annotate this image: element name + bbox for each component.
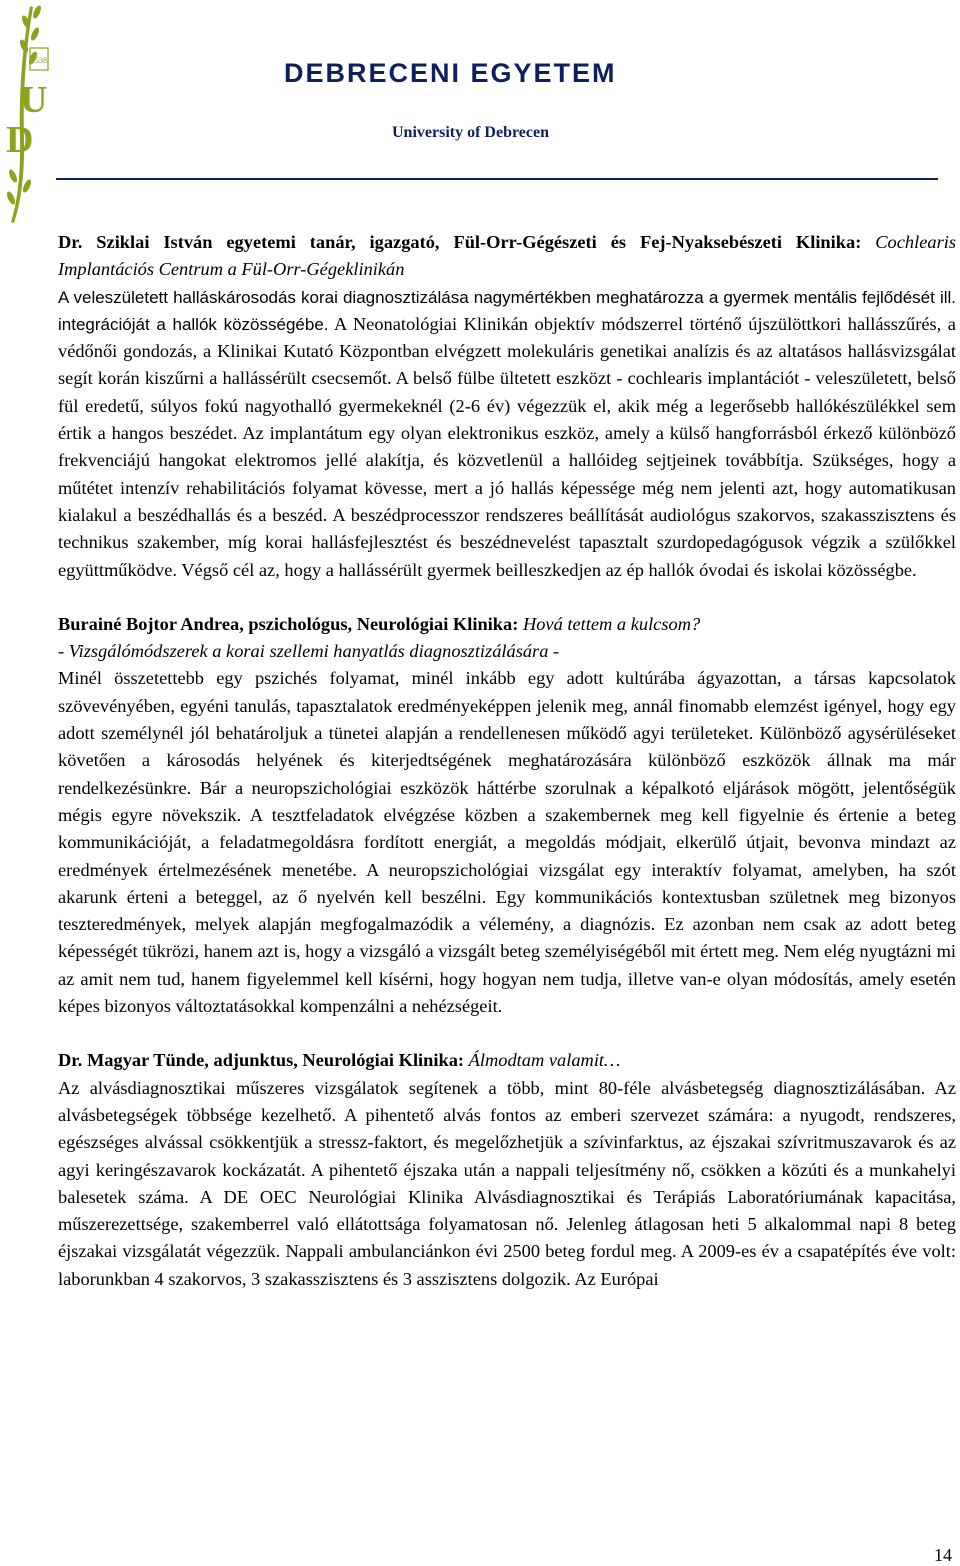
svg-text:1538: 1538: [31, 56, 47, 65]
section-magyar: [58, 1047, 956, 1293]
section-lead: A veleszületett halláskárosodás korai diagnosztizálása nagymértékben meghatározza a gyermek mentális fejlődését ill. integrációját a hallók közösségébe.: [58, 287, 956, 334]
section-heading: Burainé Bojtor Andrea, pszichológus, Neurológiai Klinika:: [58, 613, 519, 634]
section-heading: Dr. Magyar Tünde, adjunktus, Neurológiai Klinika:: [58, 1050, 465, 1071]
university-logo: [0, 0, 52, 225]
university-name: DEBRECENI EGYETEM: [284, 58, 617, 88]
monogram-icon: [6, 79, 47, 161]
document-body: [58, 229, 956, 1293]
university-name-english: University of Debrecen: [392, 124, 549, 141]
section-burai: [58, 611, 956, 1020]
shield-icon: [30, 48, 48, 70]
section-title: Álmodtam valamit…: [468, 1050, 621, 1071]
section-spacer: [58, 584, 956, 611]
section-subtitle: - Vizsgálómódszerek a korai szellemi hanyatlás diagnosztizálására -: [58, 641, 560, 662]
page-number: 14: [934, 1545, 952, 1565]
section-body: A Neonatológiai Klinikán objektív módszerrel történő újszülöttkori hallásszűrés, a védőnői gondozás, a Klinikai Kutató Központban elvégzett molekuláris genetikai analízis és az altatásos hallásvizsgálat segít korán kiszűrni a hallássérült csecsemőt. A belső fülbe ültetett eszközt - cochlearis implantációt - veleszületett, belső fül eredetű, súlyos fokú nagyothalló gyermekeknél (2-6 év) végezzük el, akik még a legerősebb hallókészülékkel sem értik a hangos beszédet. Az implantátum egy olyan elektronikus eszköz, amely a külső hangforrásból érkező különböző frekvenciájú hangokat elektromos jellé alakítja, és közvetlenül a hallóideg sejtjeinek továbbítja. Szükséges, hogy a műtétet intenzív rehabilitációs folyamat kövesse, mert a jó hallás képessége még nem jelenti azt, hogy automatikusan kialakul a beszédhallás és a beszéd. A beszédprocesszor rendszeres beállítását audiológus szakorvos, szakasszisztens és technikus szakember, míg korai hallásfejlesztést és beszédnevelést tapasztalt szurdopedagógusok végzik a szülőkkel együttműködve. Végső cél az, hogy a hallássérült gyermek beilleszkedjen az ép hallók óvodai és iskolai közösségbe.: [58, 313, 956, 580]
section-sziklai: [58, 229, 956, 584]
section-title: Hová tettem a kulcsom?: [522, 613, 701, 634]
svg-text:U: U: [20, 79, 48, 121]
svg-text:D: D: [6, 119, 34, 161]
section-spacer: [58, 1020, 956, 1047]
section-title: Cochlearis Implantációs Centrum a Fül-Orr-Gégeklinikán: [58, 232, 956, 280]
section-body: Minél összetettebb egy pszichés folyamat, minél inkább egy adott kultúrába ágyazottan, a társas kapcsolatok szövevényében, egyéni tanulás, tapasztalatok eredményeképpen jelenik meg, annál finomabb elemzést igényel, hogy egy adott személynél jól behatároljuk a tünetei alapján a rendellenesen működő agyi területeket. Különböző agysérüléseket követően a károsodás helyének és kiterjedtségének meghatározására különböző eszközök állnak ma már rendelkezésünkre. Bár a neuropszichológiai eszközök háttérbe szorulnak a képalkotó eljárások mögött, jelentőségük mégis egyre növekszik. A tesztfeladatok elvégzése közben a szakembernek meg kell figyelnie és értenie a beteg kommunikációját, a feladatmegoldásra fordított energiát, a megoldás módjait, elkerülő útjait, bevonva mindazt az eredmények értelmezésének menetébe. A neuropszichológiai vizsgálat egy interaktív folyamat, amelyben, ha szót akarunk érteni a beteggel, az ő nyelvén kell beszélni. Egy kommunikációs kontextusban születnek meg bizonyos teszteredmények, melyek alapján megfogalmazódik a vélemény, a diagnózis. Ez azonban nem csak az adott beteg képességét tükrözi, hanem azt is, hogy a vizsgáló a vizsgált beteg személyiségéből mit értett meg. Nem elég nyugtázni mi az amit nem tud, hanem figyelemmel kell kísérni, hogy hogyan nem tudja, illetve van-e olyan módosítás, amely esetén képes bizonyos változtatásokkal kompenzálni a nehézségeit.: [58, 668, 956, 1017]
header-divider: [56, 178, 938, 180]
section-body: Az alvásdiagnosztikai műszeres vizsgálatok segítenek a több, mint 80-féle alvásbetegség diagnosztizálásában. Az alvásbetegségek többsége kezelhető. A pihentető alvás fontos az emberi szervezet számára: a nyugodt, rendszeres, egészséges alvással csökkentjük a stressz-faktort, és megelőzhetjük a szívinfarktus, az éjszakai szívritmuszavarok és az agyi keringészavarok kockázatát. A pihentető éjszaka után a nappali teljesítmény nő, csökken a közúti és a munkahelyi balesetek száma. A DE OEC Neurológiai Klinika Alvásdiagnosztikai és Terápiás Laboratóriumának kapacitása, műszerezettsége, szakemberrel való ellátottsága folyamatosan nő. Jelenleg átlagosan heti 5 alkalommal napi 8 beteg éjszakai vizsgálatát végezzük. Nappali ambulanciánkon évi 2500 beteg fordul meg. A 2009-es év a csapatépítés éve volt: laborunkban 4 szakorvos, 3 szakasszisztens és 3 asszisztens dolgozik. Az Európai: [58, 1077, 956, 1289]
section-heading: Dr. Sziklai István egyetemi tanár, igazgató, Fül-Orr-Gégészeti és Fej-Nyaksebészeti Klinika:: [58, 232, 862, 252]
